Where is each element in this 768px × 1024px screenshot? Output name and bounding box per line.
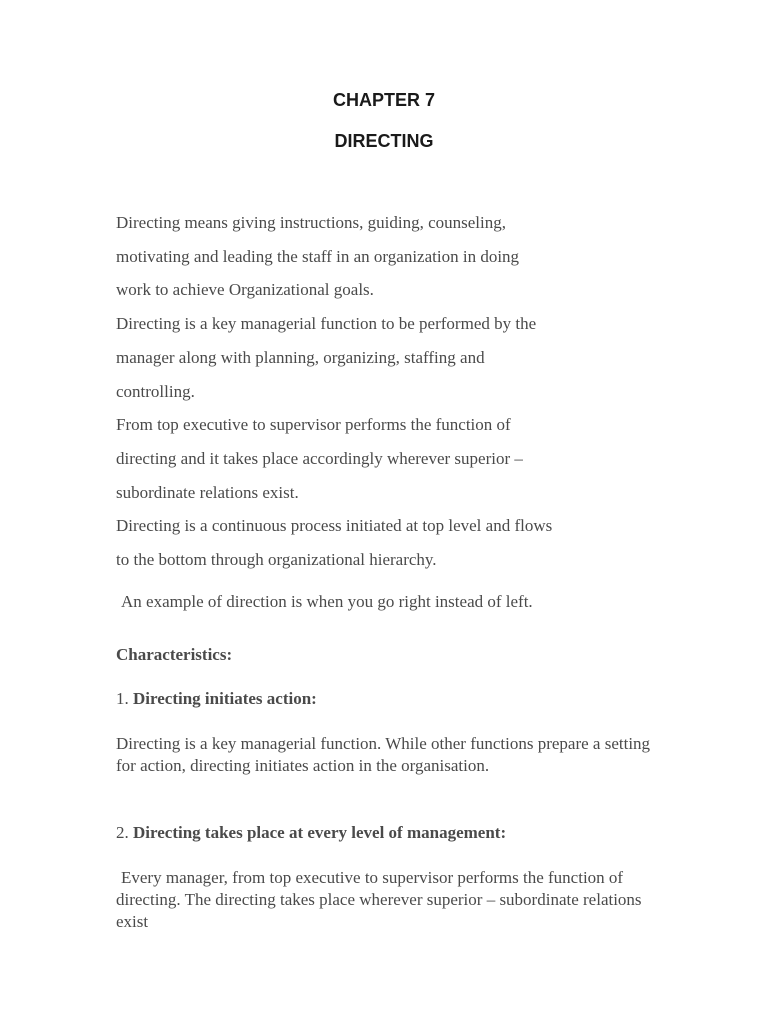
intro-line: motivating and leading the staff in an organization in doing <box>116 246 520 266</box>
intro-line: Directing is a key managerial function to be performed by the <box>116 314 537 334</box>
point-2-description <box>116 867 656 933</box>
intro-line: Directing means giving instructions, guiding, counseling, <box>116 213 507 232</box>
intro-line: directing and it takes place accordingly wherever superior – <box>116 448 523 468</box>
point-1-number: 1. <box>116 689 129 708</box>
point-2-description-text: Every manager, from top executive to supervisor performs the function of directing. The directing takes place wherever superior – subordinate relations exist <box>116 868 642 931</box>
intro-line: work to achieve Organizational goals. <box>116 280 374 300</box>
point-1-title <box>116 687 656 711</box>
point-2-heading: Directing takes place at every level of management: <box>133 823 507 842</box>
example-sentence: An example of direction is when you go right instead of left. <box>121 592 533 611</box>
intro-line: Directing is a continuous process initiated at top level and flows <box>116 516 553 536</box>
characteristics-heading: Characteristics: <box>116 645 233 664</box>
point-1-heading: Directing initiates action: <box>133 689 317 708</box>
intro-paragraphs <box>116 206 656 577</box>
intro-line: manager along with planning, organizing, staffing and <box>116 347 485 367</box>
intro-line: controlling. <box>116 381 195 401</box>
chapter-subtitle: DIRECTING <box>334 131 434 151</box>
intro-line: From top executive to supervisor performs the function of <box>116 415 511 435</box>
chapter-title: CHAPTER 7 <box>332 90 435 110</box>
intro-line: to the bottom through organizational hierarchy. <box>116 550 437 570</box>
point-1-description: Directing is a key managerial function. While other functions prepare a setting for action, directing initiates action in the organisation. <box>116 734 651 775</box>
intro-line: subordinate relations exist. <box>116 482 299 502</box>
point-2-title <box>116 821 656 845</box>
point-2-number: 2. <box>116 823 129 842</box>
